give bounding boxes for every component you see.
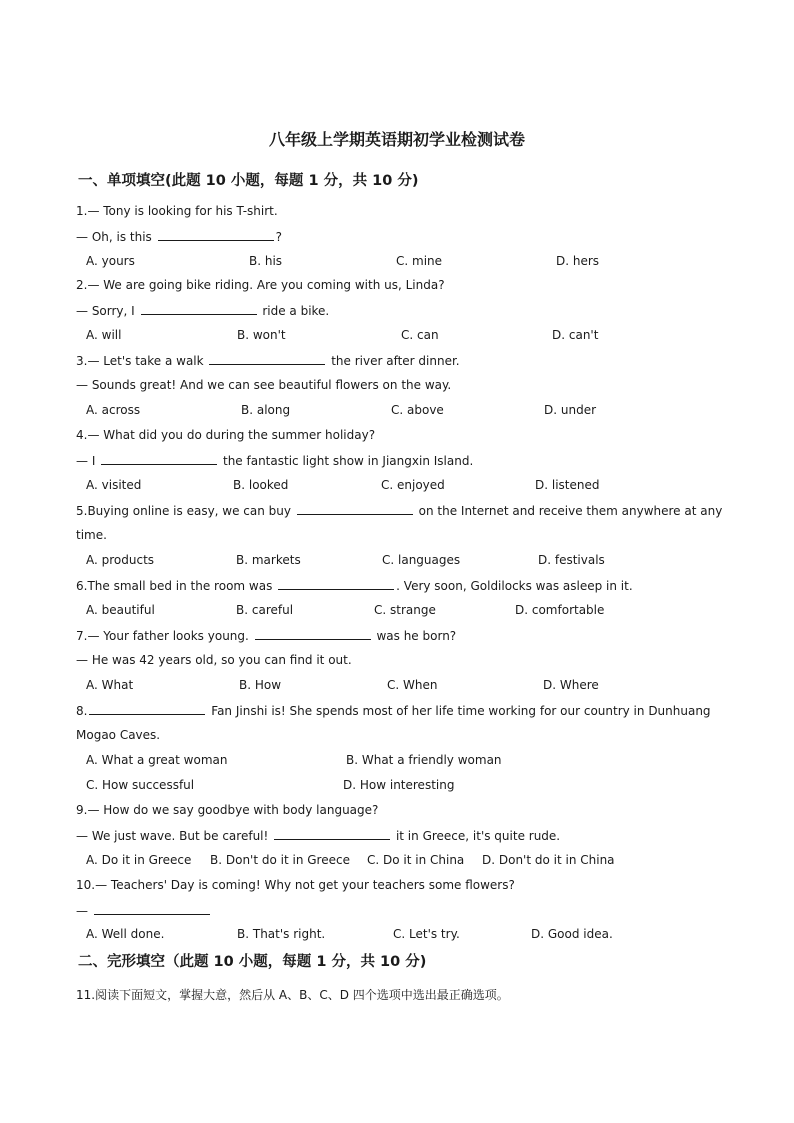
q9-line-2: — We just wave. But be careful! it in Greece, it's quite rude.: [76, 829, 561, 843]
q2-line-1: 2.— We are going bike riding. Are you coming with us, Linda?: [76, 278, 445, 292]
q11-instruction: 11.阅读下面短文，掌握大意，然后从 A、B、C、D 四个选项中选出最正确选项。: [76, 988, 509, 1002]
q7-option-d[interactable]: D. Where: [543, 678, 599, 692]
q4-option-b[interactable]: B. looked: [233, 478, 289, 492]
answer-blank[interactable]: [94, 903, 210, 915]
q9-option-c[interactable]: C. Do it in China: [367, 853, 465, 867]
q6-option-b[interactable]: B. careful: [236, 603, 294, 617]
answer-blank[interactable]: [101, 453, 217, 465]
section-2-heading: 二、完形填空（此题 10 小题，每题 1 分，共 10 分): [78, 954, 427, 970]
q7-line-2: — He was 42 years old, so you can find it out.: [76, 653, 352, 667]
q8-line-2: Mogao Caves.: [76, 728, 161, 742]
q1-line-2: — Oh, is this ?: [76, 230, 282, 244]
q9-option-b[interactable]: B. Don't do it in Greece: [210, 853, 350, 867]
q8-option-b[interactable]: B. What a friendly woman: [346, 753, 502, 767]
q5-option-d[interactable]: D. festivals: [538, 553, 605, 567]
answer-blank[interactable]: [278, 578, 394, 590]
q10-option-c[interactable]: C. Let's try.: [393, 927, 460, 941]
section-1-heading: 一、单项填空(此题 10 小题，每题 1 分，共 10 分): [78, 173, 419, 189]
q1-option-b[interactable]: B. his: [249, 254, 283, 268]
answer-blank[interactable]: [274, 828, 390, 840]
q5-line-2: time.: [76, 528, 107, 542]
answer-blank[interactable]: [141, 303, 257, 315]
q10-line-1: 10.— Teachers' Day is coming! Why not get your teachers some flowers?: [76, 878, 515, 892]
q4-line-1: 4.— What did you do during the summer holiday?: [76, 428, 376, 442]
q4-option-a[interactable]: A. visited: [86, 478, 142, 492]
q10-option-b[interactable]: B. That's right.: [237, 927, 326, 941]
q7-option-c[interactable]: C. When: [387, 678, 438, 692]
q5-option-c[interactable]: C. languages: [382, 553, 461, 567]
q2-option-c[interactable]: C. can: [401, 328, 439, 342]
answer-blank[interactable]: [297, 503, 413, 515]
q5-line-1: 5.Buying online is easy, we can buy on the Internet and receive them anywhere at any: [76, 504, 723, 518]
q8-option-d[interactable]: D. How interesting: [343, 778, 455, 792]
q1-option-a[interactable]: A. yours: [86, 254, 135, 268]
q3-line-1: 3.— Let's take a walk the river after dinner.: [76, 354, 460, 368]
q8-option-a[interactable]: A. What a great woman: [86, 753, 228, 767]
q7-option-b[interactable]: B. How: [239, 678, 282, 692]
q1-option-c[interactable]: C. mine: [396, 254, 443, 268]
q6-option-d[interactable]: D. comfortable: [515, 603, 605, 617]
q5-option-b[interactable]: B. markets: [236, 553, 301, 567]
page-title: 八年级上学期英语期初学业检测试卷: [268, 130, 525, 149]
q3-option-a[interactable]: A. across: [86, 403, 141, 417]
q4-option-c[interactable]: C. enjoyed: [381, 478, 445, 492]
q2-option-d[interactable]: D. can't: [552, 328, 599, 342]
q10-option-a[interactable]: A. Well done.: [86, 927, 165, 941]
q1-option-d[interactable]: D. hers: [556, 254, 600, 268]
answer-blank[interactable]: [209, 353, 325, 365]
q2-option-a[interactable]: A. will: [86, 328, 122, 342]
q7-line-1: 7.— Your father looks young. was he born?: [76, 629, 457, 643]
q10-line-2: —: [76, 903, 212, 918]
q6-option-a[interactable]: A. beautiful: [86, 603, 155, 617]
q3-option-c[interactable]: C. above: [391, 403, 444, 417]
q10-option-d[interactable]: D. Good idea.: [531, 927, 613, 941]
answer-blank[interactable]: [255, 628, 371, 640]
answer-blank[interactable]: [89, 703, 205, 715]
answer-blank[interactable]: [158, 229, 274, 241]
q9-option-d[interactable]: D. Don't do it in China: [482, 853, 615, 867]
q8-line-1: 8. Fan Jinshi is! She spends most of her life time working for our country in Dunhuang: [76, 704, 711, 718]
q5-option-a[interactable]: A. products: [86, 553, 155, 567]
q2-option-b[interactable]: B. won't: [237, 328, 286, 342]
q8-option-c[interactable]: C. How successful: [86, 778, 195, 792]
q4-option-d[interactable]: D. listened: [535, 478, 600, 492]
q3-option-d[interactable]: D. under: [544, 403, 597, 417]
q3-option-b[interactable]: B. along: [241, 403, 291, 417]
q6-line-1: 6.The small bed in the room was . Very soon, Goldilocks was asleep in it.: [76, 579, 633, 593]
q2-line-2: — Sorry, I ride a bike.: [76, 304, 330, 318]
q9-option-a[interactable]: A. Do it in Greece: [86, 853, 192, 867]
q6-option-c[interactable]: C. strange: [374, 603, 436, 617]
q3-line-2: — Sounds great! And we can see beautiful flowers on the way.: [76, 378, 452, 392]
q9-line-1: 9.— How do we say goodbye with body language?: [76, 803, 379, 817]
q4-line-2: — I the fantastic light show in Jiangxin Island.: [76, 454, 474, 468]
q7-option-a[interactable]: A. What: [86, 678, 134, 692]
q1-line-1: 1.— Tony is looking for his T-shirt.: [76, 204, 278, 218]
